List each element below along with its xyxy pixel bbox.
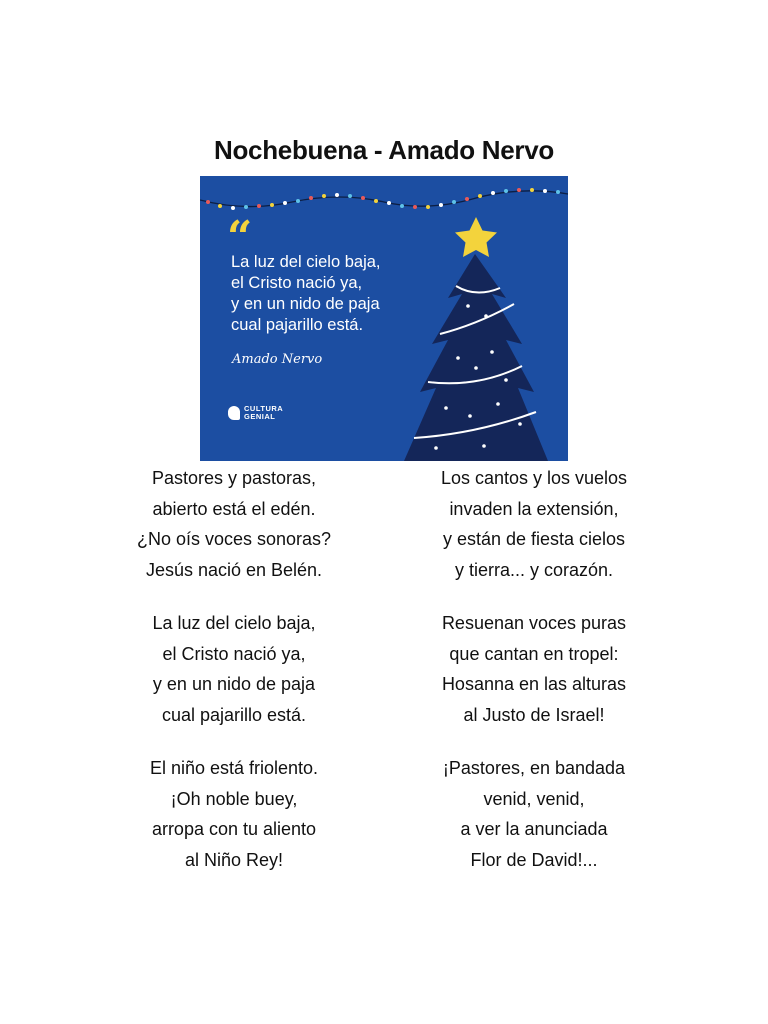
star-icon: [455, 217, 497, 257]
verse-line: Flor de David!...: [470, 849, 598, 870]
verse-line: cual pajarillo está.: [161, 704, 307, 725]
poem-column-left: [104, 463, 364, 898]
verse-line: El niño está friolento.: [149, 758, 319, 778]
stanza: [404, 753, 664, 875]
verse-line: arropa con tu aliento: [151, 819, 317, 839]
brand-head-icon: [228, 406, 240, 420]
stanza: [104, 608, 364, 730]
verse-line: y tierra... y corazón.: [454, 559, 614, 580]
poem-column-right: [404, 463, 664, 898]
verse-line: y en un nido de paja: [152, 674, 316, 694]
card-quote-line: cual pajarillo está.: [231, 316, 364, 334]
verse-line: ¡Pastores, en bandada: [442, 758, 626, 778]
verse-line: Jesús nació en Belén.: [145, 559, 323, 580]
verse-line: Los cantos y los vuelos: [440, 468, 628, 488]
verse-line: el Cristo nació ya,: [162, 643, 306, 664]
verse-line: ¿No oís voces sonoras?: [136, 529, 332, 549]
page-title: Nochebuena - Amado Nervo: [213, 135, 554, 166]
card-quote-line: y en un nido de paja: [231, 295, 380, 313]
verse-line: Pastores y pastoras,: [151, 468, 317, 488]
brand-line: GENIAL: [244, 412, 276, 421]
verse-line: Resuenan voces puras: [441, 613, 627, 633]
verse-line: que cantan en tropel:: [449, 643, 619, 664]
string-lights-icon: [206, 188, 560, 210]
card-signature: Amado Nervo: [232, 352, 323, 367]
stanza: [404, 608, 664, 730]
card-quote-line: La luz del cielo baja,: [231, 253, 381, 271]
verse-line: ¡Oh noble buey,: [170, 788, 298, 809]
brand-logo: [228, 405, 304, 421]
verse-line: La luz del cielo baja,: [152, 613, 316, 633]
verse-line: Hosanna en las alturas: [441, 674, 627, 694]
verse-line: invaden la extensión,: [449, 498, 619, 519]
card-quote: [231, 252, 431, 336]
quote-mark-icon: “: [227, 212, 253, 263]
stanza: [104, 463, 364, 585]
verse-line: al Justo de Israel!: [463, 704, 605, 725]
verse-line: abierto está el edén.: [152, 498, 316, 519]
verse-line: a ver la anunciada: [460, 819, 608, 839]
stanza: [404, 463, 664, 585]
card-quote-line: el Cristo nació ya,: [231, 274, 363, 292]
brand-text: [244, 405, 304, 421]
verse-line: al Niño Rey!: [184, 849, 284, 870]
brand-line: CULTURA: [244, 404, 284, 413]
verse-line: venid, venid,: [483, 788, 585, 809]
verse-line: y están de fiesta cielos: [442, 529, 626, 549]
poem-image-card: [200, 176, 568, 461]
stanza: [104, 753, 364, 875]
